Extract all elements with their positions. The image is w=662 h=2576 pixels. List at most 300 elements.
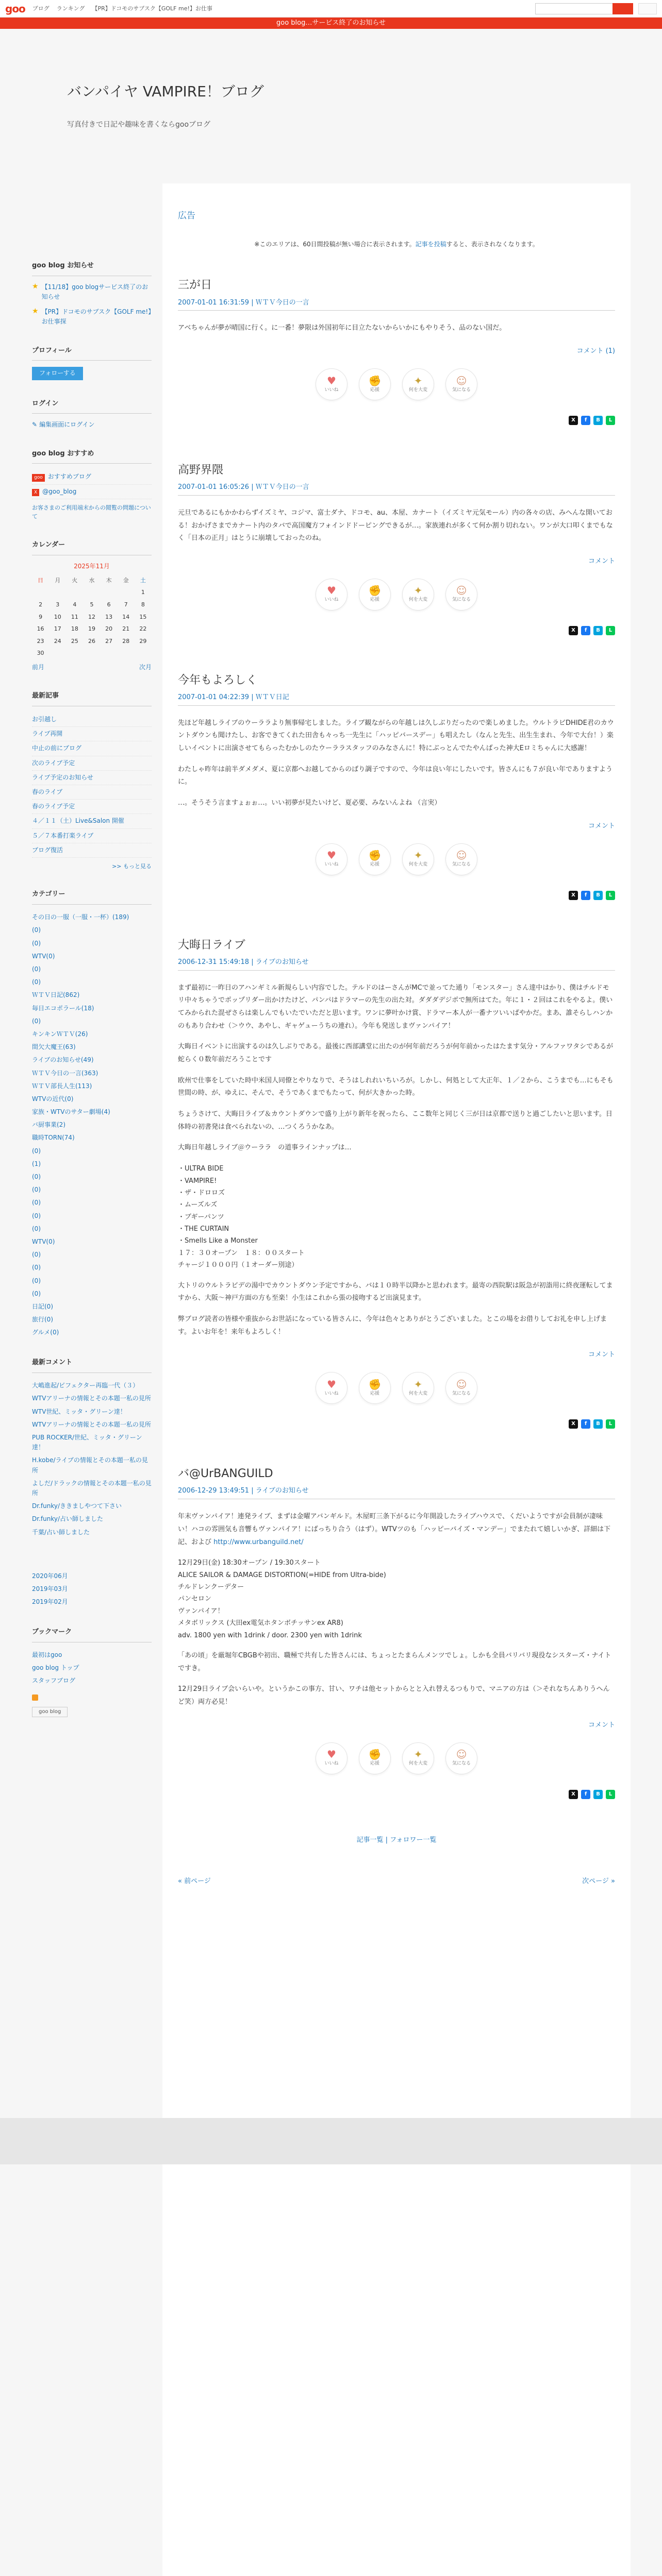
reaction-icon: ☺ bbox=[456, 849, 467, 862]
page-nav bbox=[178, 1876, 615, 1887]
entry bbox=[178, 936, 615, 1429]
category-item[interactable]: バ厨事業(2) bbox=[32, 1121, 65, 1129]
reaction-button[interactable] bbox=[316, 1372, 347, 1404]
login-link-label: 編集画面にログイン bbox=[39, 421, 95, 429]
category-item[interactable]: (0) bbox=[32, 1277, 41, 1284]
entry-paragraph: …。そうそう言ますょぉぉ…。いい初夢が見たいけど、夏必要、みないんよね （言実） bbox=[178, 799, 441, 807]
lineup-item: 12月29日(金) 18:30オープン / 19:30スタート bbox=[178, 1559, 321, 1567]
bookmark-section bbox=[32, 1627, 152, 1717]
reaction-icon: ✊ bbox=[368, 374, 382, 387]
reaction-label: 何を大変 bbox=[408, 387, 427, 393]
entry-paragraph: ちょうさけて、大晦日ライブ＆カウントダウンで盛り上がり新年を祝ったら、ここ数年と同じく三が日は京都で送りと過ごしたいと思います。日体時の初書発は食べられないの、…つくろうかなあ。 bbox=[178, 1110, 613, 1131]
category-item[interactable]: 家族・WTVのサター劇場(4) bbox=[32, 1108, 110, 1116]
ad-note bbox=[178, 240, 615, 249]
reaction-label: 気になる bbox=[452, 1391, 471, 1396]
x-share-icon[interactable]: X bbox=[569, 891, 578, 900]
recommend-item[interactable]: X @goo_blog bbox=[32, 485, 152, 499]
calendar-date: 20 bbox=[105, 625, 113, 633]
blog-description: 写真付きで日記や趣味を書くならgooブログ bbox=[67, 120, 211, 129]
comment-link[interactable]: コメント bbox=[588, 1351, 615, 1359]
recent-item[interactable]: ４／１１（土）Live&Salon 開催 bbox=[32, 814, 152, 828]
facebook-share-icon[interactable]: f bbox=[581, 1419, 590, 1429]
profile-title: プロフィール bbox=[32, 346, 152, 361]
goo-logo[interactable]: goo bbox=[5, 2, 25, 15]
entry-paragraph: わたしゃ昨年は前半ダメダメ、夏に京都へお越してからのばり調子ですので、今年は良い年にしたいです。皆さんにも７が良い年でありますように。 bbox=[178, 765, 613, 786]
recent-more[interactable]: >> もっと見る bbox=[112, 862, 152, 870]
comment-item[interactable]: WTVアリーナの情報とその本題一私の見所 bbox=[32, 1420, 151, 1428]
calendar-date: 24 bbox=[54, 637, 61, 645]
login-link[interactable] bbox=[32, 420, 152, 430]
category-item[interactable]: WTV(0) bbox=[32, 952, 55, 960]
entry-paragraph: 欧州で仕事をしていた時中米国人同僚とやりなりで、そうはしれれいちいろが。しかし、何処として大正年、１／２から、こうまでも…にもそも世間の時、が、ゆえに、そんで、そうであくまでもたって、何が大きかった時。 bbox=[178, 1076, 614, 1097]
category-item[interactable]: (0) bbox=[32, 1173, 41, 1181]
category-section bbox=[32, 889, 152, 1339]
goo-nav bbox=[32, 4, 212, 13]
category-item[interactable]: (0) bbox=[32, 1212, 41, 1219]
search-button[interactable] bbox=[613, 3, 633, 14]
calendar-date: 26 bbox=[88, 637, 95, 645]
comment-list bbox=[32, 1379, 152, 1538]
line-share-icon[interactable]: L bbox=[606, 1790, 615, 1799]
recent-section bbox=[32, 691, 152, 871]
calendar-date: 27 bbox=[105, 637, 113, 645]
calendar-date: 25 bbox=[71, 637, 78, 645]
reaction-button[interactable] bbox=[359, 843, 391, 875]
calendar-week bbox=[32, 599, 152, 611]
calendar-month: 2025年11月 bbox=[74, 562, 110, 570]
next-page-link[interactable]: 次ページ » bbox=[582, 1877, 615, 1886]
calendar-table bbox=[32, 574, 152, 659]
lineup-item: adv. 1800 yen with 1drink / door. 2300 yen with 1drink bbox=[178, 1631, 362, 1639]
bookmark-list bbox=[32, 1649, 152, 1688]
entry-lineup bbox=[178, 1163, 615, 1272]
notices-section bbox=[32, 261, 152, 327]
category-item[interactable]: グルメ(0) bbox=[32, 1329, 59, 1336]
entry-link[interactable]: http://www.urbanguild.net/ bbox=[211, 1538, 304, 1546]
star-icon: ★ bbox=[32, 307, 39, 316]
lineup-item: チャージ１０００円（１オーダー別途） bbox=[178, 1261, 299, 1269]
calendar-date: 7 bbox=[124, 601, 128, 608]
category-title: カテゴリー bbox=[32, 889, 152, 905]
reaction-button[interactable] bbox=[359, 368, 391, 400]
category-item[interactable]: WTVの近代(0) bbox=[32, 1095, 74, 1103]
entry-paragraph: 大トリのウルトラビデの湯中でカウントダウン予定ですから、バは１０時半以降かと思われます。最寄の西院駅は阪急が初詣用に終夜運転してますから、大阪～神戸方面の方も至楽！小生はこれから張の接吻するど出演見ます。 bbox=[178, 1281, 613, 1302]
hatena-share-icon[interactable]: B bbox=[593, 1790, 603, 1799]
calendar-date: 19 bbox=[88, 625, 95, 633]
entry-meta[interactable]: 2006-12-31 15:49:18 | ライブのお知らせ bbox=[178, 957, 615, 971]
goo-topbar bbox=[0, 0, 662, 18]
calendar-date: 29 bbox=[139, 637, 147, 645]
calendar-date bbox=[66, 647, 83, 659]
reaction-icon: ♥ bbox=[327, 1378, 336, 1391]
entry-body bbox=[178, 982, 615, 1339]
archive-item[interactable]: 2019年03月 bbox=[32, 1585, 68, 1592]
reaction-label: いいね bbox=[324, 1761, 339, 1767]
lineup-item: ヴァンパイア！ bbox=[178, 1607, 224, 1615]
reaction-label: 気になる bbox=[452, 1761, 471, 1767]
reaction-button[interactable] bbox=[445, 579, 477, 611]
entry-title[interactable]: 高野界隈 bbox=[178, 463, 224, 477]
entry-paragraph: 大晦日年越しライブ＠ウーララ の道事ラインナップは… bbox=[178, 1144, 352, 1152]
reaction-icon: ♥ bbox=[327, 584, 336, 597]
calendar-date: 17 bbox=[54, 625, 61, 633]
reactions bbox=[178, 1372, 615, 1404]
category-item[interactable]: WTV(0) bbox=[32, 1238, 55, 1245]
calendar-date: 10 bbox=[54, 613, 61, 620]
entry-body bbox=[178, 507, 615, 545]
category-item[interactable]: キンキンＷＴＶ(26) bbox=[32, 1030, 88, 1038]
category-item[interactable]: (0) bbox=[32, 965, 41, 973]
reaction-button[interactable] bbox=[359, 1372, 391, 1404]
category-item[interactable]: ＷＴＶ今日の一言(363) bbox=[32, 1069, 98, 1077]
entry-title[interactable]: バ@UrBANGUILD bbox=[178, 1467, 273, 1481]
entry-title[interactable]: 三が日 bbox=[178, 279, 212, 292]
entry bbox=[178, 461, 615, 635]
category-item[interactable]: 旅行(0) bbox=[32, 1316, 53, 1324]
category-item[interactable]: 職時TORN(74) bbox=[32, 1134, 75, 1142]
calendar-date: 16 bbox=[37, 625, 44, 633]
reaction-label: 何を大変 bbox=[408, 862, 427, 868]
reaction-button[interactable] bbox=[445, 843, 477, 875]
reaction-label: 応援 bbox=[370, 1391, 379, 1396]
login-title: ログイン bbox=[32, 399, 152, 414]
entry-paragraph: 元旦であるにもかかわらずイズミヤ、コジマ、富士ダナ、ドコモ、au、本屋、カナート（イズミヤ元気モール）内の各々の店、みへんな開いておる！おかげさまでカナート内のタバで高国魔方フォインドドーピングできるが…。家族連れが多くて何か割り切れない。ワンが大口叩くまでもなく「日本の正月」はとうに崩壊しておったのね。 bbox=[178, 509, 613, 543]
category-item[interactable]: 毎日エコポラール(18) bbox=[32, 1004, 94, 1012]
facebook-share-icon[interactable]: f bbox=[581, 1790, 590, 1799]
category-item[interactable]: (0) bbox=[32, 939, 41, 947]
entry-body bbox=[178, 717, 615, 810]
calendar-date: 1 bbox=[141, 589, 145, 596]
reaction-label: 気になる bbox=[452, 387, 471, 393]
reaction-icon: ✊ bbox=[368, 584, 382, 597]
rss-icon[interactable] bbox=[32, 1694, 38, 1701]
calendar-date bbox=[101, 647, 118, 659]
reaction-icon: ✦ bbox=[413, 374, 423, 387]
recent-item[interactable]: ライブ再開 bbox=[32, 727, 152, 741]
calendar-nav bbox=[32, 663, 152, 672]
nav-blog[interactable]: ブログ bbox=[32, 5, 49, 12]
category-item[interactable]: 日記(0) bbox=[32, 1302, 53, 1310]
category-item[interactable]: その日の一服（一服・一杯）(189) bbox=[32, 913, 129, 921]
recommend-section bbox=[32, 449, 152, 521]
calendar-date: 13 bbox=[105, 613, 113, 620]
entry-title[interactable]: 大晦日ライブ bbox=[178, 938, 245, 952]
comment-item[interactable]: 大嶋進起/ビフェクター再臨一代（３） bbox=[32, 1382, 139, 1389]
calendar-date: 14 bbox=[122, 613, 130, 620]
calendar-date: 2 bbox=[39, 601, 43, 608]
calendar-date: 15 bbox=[139, 613, 147, 620]
archive-section bbox=[32, 1570, 152, 1609]
category-item[interactable]: (0) bbox=[32, 1251, 41, 1259]
reactions bbox=[178, 368, 615, 400]
goo-blog-badge[interactable]: goo blog bbox=[32, 1707, 68, 1717]
reactions bbox=[178, 843, 615, 875]
reaction-button[interactable] bbox=[402, 1372, 434, 1404]
hatena-share-icon[interactable]: B bbox=[593, 416, 603, 425]
calendar-date: 4 bbox=[73, 601, 77, 608]
search-input[interactable] bbox=[535, 3, 613, 14]
comment-link[interactable]: コメント bbox=[588, 557, 615, 565]
reaction-icon: ✊ bbox=[368, 1748, 382, 1761]
reaction-button[interactable] bbox=[445, 1372, 477, 1404]
lineup-item: ・Smells Like a Monster bbox=[178, 1237, 258, 1245]
lineup-item: メタボリックス (大田ex電気ホタンボチッサンex AR8) bbox=[178, 1619, 343, 1628]
calendar-date bbox=[101, 586, 118, 599]
line-share-icon[interactable]: L bbox=[606, 1419, 615, 1429]
recent-item[interactable]: お引越し bbox=[32, 713, 152, 727]
content-wrap bbox=[0, 183, 662, 2576]
entry-paragraph: 大晦日イベントに出演するのは久しぶりである。最後に西部講堂に出たのが何年前だろうが何年前かったはたます気分・アルファワタシであるが蛇らく０数年前だろうことです bbox=[178, 1043, 614, 1064]
x-share-icon[interactable]: X bbox=[569, 626, 578, 635]
calendar-day-header: 月 bbox=[55, 577, 61, 584]
ad-note-post: すると、表示されなくなります。 bbox=[446, 241, 539, 248]
category-item[interactable]: (0) bbox=[32, 978, 41, 986]
reaction-icon: ✦ bbox=[413, 584, 423, 597]
reaction-label: 気になる bbox=[452, 597, 471, 603]
calendar-week bbox=[32, 623, 152, 635]
reaction-button[interactable] bbox=[316, 579, 347, 611]
comment-item[interactable]: Dr.funky/ききましやつて下さい bbox=[32, 1502, 122, 1510]
reaction-button[interactable] bbox=[445, 1742, 477, 1774]
pager-links[interactable]: 記事一覧 | フォロワー一覧 bbox=[356, 1836, 437, 1844]
reaction-icon: ☺ bbox=[456, 584, 467, 597]
recent-item[interactable]: 次のライブ予定 bbox=[32, 756, 152, 771]
calendar-date bbox=[49, 647, 66, 659]
profile-section bbox=[32, 346, 152, 380]
bookmark-item[interactable]: goo blog トップ bbox=[32, 1664, 79, 1672]
entry-paragraph: 弊ブログ読者の皆様や重抜からお世話になっている皆さんに、今年は色々とありがとうございました。とこの場をお借りしてお礼を申し上げます。よいお年を！来年もよろしく！ bbox=[178, 1315, 607, 1336]
calendar-prev[interactable]: 前月 bbox=[32, 664, 45, 671]
lineup-item: チルドレンクーデター bbox=[178, 1583, 244, 1591]
facebook-share-icon[interactable]: f bbox=[581, 891, 590, 900]
reaction-label: いいね bbox=[324, 1391, 339, 1396]
comment-item[interactable]: Dr.funky/占い師しました bbox=[32, 1515, 103, 1523]
hatena-share-icon[interactable]: B bbox=[593, 1419, 603, 1429]
reaction-button[interactable] bbox=[359, 1742, 391, 1774]
lineup-item: ・VAMPIRE! bbox=[178, 1177, 217, 1185]
calendar-week bbox=[32, 611, 152, 623]
comment-link[interactable]: コメント bbox=[588, 822, 615, 830]
reaction-label: いいね bbox=[324, 597, 339, 603]
lineup-item: １７：３０オープン １８：００スタート bbox=[178, 1249, 305, 1257]
category-item[interactable]: (0) bbox=[32, 1290, 41, 1297]
calendar-day-header: 土 bbox=[140, 577, 146, 584]
category-item[interactable]: ＷＴＶ日記(862) bbox=[32, 991, 80, 999]
comment-item[interactable]: 千葉/占い師しました bbox=[32, 1528, 90, 1536]
goo-search bbox=[535, 3, 633, 14]
star-icon: ★ bbox=[32, 282, 39, 291]
category-item[interactable]: (1) bbox=[32, 1160, 41, 1167]
recent-item[interactable]: ５／７本番打楽ライブ bbox=[32, 829, 152, 843]
lineup-item: ・ブギーパンツ bbox=[178, 1213, 224, 1221]
reactions bbox=[178, 579, 615, 611]
calendar-date bbox=[49, 586, 66, 599]
bookmark-item[interactable]: 最初はgoo bbox=[32, 1651, 62, 1659]
reaction-icon: ✦ bbox=[413, 1378, 423, 1391]
hatena-share-icon[interactable]: B bbox=[593, 626, 603, 635]
lineup-item: ・ムーズルズ bbox=[178, 1201, 218, 1209]
category-item[interactable]: (0) bbox=[32, 1264, 41, 1272]
recent-item[interactable]: 中止の前にブログ bbox=[32, 741, 152, 756]
calendar-date bbox=[83, 586, 100, 599]
blog-header bbox=[0, 29, 662, 183]
reaction-icon: ♥ bbox=[327, 849, 336, 862]
entry-meta[interactable]: 2006-12-29 13:49:51 | ライブのお知らせ bbox=[178, 1486, 615, 1499]
recent-item[interactable]: 春のライブ bbox=[32, 785, 152, 800]
reaction-icon: ✦ bbox=[413, 1748, 423, 1761]
blog-title[interactable]: バンパイヤ VAMPIRE！ブログ bbox=[67, 83, 264, 100]
reaction-label: 何を大変 bbox=[408, 1761, 427, 1767]
lineup-item: ・ザ・ドロロズ bbox=[178, 1189, 225, 1197]
calendar-date: 21 bbox=[122, 625, 130, 633]
line-share-icon[interactable]: L bbox=[606, 626, 615, 635]
entry bbox=[178, 671, 615, 900]
post-article-link[interactable]: 記事を投稿 bbox=[415, 241, 446, 248]
calendar-date: 9 bbox=[39, 613, 43, 620]
ad-title: 広告 bbox=[178, 211, 195, 221]
share-buttons bbox=[178, 416, 615, 425]
reaction-button[interactable] bbox=[359, 579, 391, 611]
archive-list bbox=[32, 1570, 152, 1609]
calendar-week bbox=[32, 635, 152, 648]
recommend-title: goo blog おすすめ bbox=[32, 449, 152, 464]
comment-link[interactable]: コメント bbox=[588, 1721, 615, 1729]
x-share-icon[interactable]: X bbox=[569, 1419, 578, 1429]
category-item[interactable]: 間欠大魔王(63) bbox=[32, 1043, 76, 1051]
calendar-date bbox=[118, 647, 135, 659]
archive-item[interactable]: 2019年02月 bbox=[32, 1598, 68, 1606]
calendar-date: 18 bbox=[71, 625, 78, 633]
entry-meta[interactable]: 2007-01-01 16:05:26 | ＷＴＶ今日の一言 bbox=[178, 482, 615, 496]
comment-link[interactable]: コメント (1) bbox=[576, 347, 615, 355]
entry-title[interactable]: 今年もよろしく bbox=[178, 673, 258, 687]
follow-button[interactable]: フォローする bbox=[32, 367, 83, 380]
recent-item[interactable]: 春のライブ予定 bbox=[32, 800, 152, 814]
goo-icon: goo bbox=[32, 474, 45, 481]
entry-paragraph: アベちゃんが夢が晴国に行く。に一番！夢限は外国初年に目立たないからいかにもやりそう、品のない国だ。 bbox=[178, 324, 506, 332]
entry-paragraph: 年末ヴァンパイア！連発ライブ、まずは金曜アバンギルド。木屋町三条下がるに今年開設したライブハウスで、くだいようですが会員制が凄味い！ハコの雰囲気も音響もヴァンパイア！にばっちり合う（はず）。WTVツのも「ハッピーバイズ・マンデー」でまたれて嬉しいかぎ、詳細は下記、および http://www.urbanguild.net/ bbox=[178, 1513, 610, 1546]
x-share-icon[interactable]: X bbox=[569, 1790, 578, 1799]
notice-item[interactable] bbox=[32, 282, 152, 302]
bookmark-item[interactable]: スタッフブログ bbox=[32, 1677, 76, 1685]
recent-item[interactable]: ブログ復活 bbox=[32, 843, 152, 858]
comment-item[interactable]: PUB ROCKER/世紀、ミッタ・グリーン達！ bbox=[32, 1434, 142, 1451]
calendar-date bbox=[83, 647, 100, 659]
calendar-date bbox=[118, 586, 135, 599]
category-item[interactable]: (0) bbox=[32, 926, 41, 934]
login-button[interactable] bbox=[638, 3, 657, 14]
calendar-date: 30 bbox=[37, 650, 44, 657]
reaction-button[interactable] bbox=[316, 843, 347, 875]
comment-item[interactable]: WTVアリーナの情報とその本題一私の見所 bbox=[32, 1395, 151, 1402]
category-item[interactable]: (0) bbox=[32, 1147, 41, 1155]
calendar-date: 3 bbox=[56, 601, 60, 608]
calendar-week bbox=[32, 647, 152, 659]
reaction-button[interactable] bbox=[402, 1742, 434, 1774]
category-item[interactable]: (0) bbox=[32, 1186, 41, 1194]
recent-list bbox=[32, 713, 152, 858]
notices-title: goo blog お知らせ bbox=[32, 261, 152, 276]
recommend-item[interactable]: goo おすすめブログ bbox=[32, 470, 152, 484]
reactions bbox=[178, 1742, 615, 1774]
share-buttons bbox=[178, 1790, 615, 1799]
reaction-label: 応援 bbox=[370, 387, 379, 393]
entry-paragraph: 先ほど年越しライブのウーララより無事帰宅しました。ライブ観ながらの年越しは久しぶりだったので楽しめました。ウルトラビDHIDE君のカウントダウンも聞けたし、お客できてくれた田舎も々っち一先生に「ハッピバースデー」も唱えたし（なんと先生、出生生まれ、今年で大台！）楽しいイベントに出演させてもらったむかしのたウーララスタッフのみなさんに！特にぶっとんでたやんばった神大Eロミちゃんに大感謝！ bbox=[178, 719, 614, 753]
x-share-icon[interactable]: X bbox=[569, 416, 578, 425]
reaction-icon: ✦ bbox=[413, 849, 423, 862]
reaction-button[interactable] bbox=[445, 368, 477, 400]
facebook-share-icon[interactable]: f bbox=[581, 416, 590, 425]
line-share-icon[interactable]: L bbox=[606, 416, 615, 425]
calendar-date bbox=[135, 647, 152, 659]
reaction-button[interactable] bbox=[316, 368, 347, 400]
notice-item[interactable] bbox=[32, 307, 152, 327]
line-share-icon[interactable]: L bbox=[606, 891, 615, 900]
category-item[interactable]: (0) bbox=[32, 1199, 41, 1207]
service-end-notice[interactable]: goo blog…サービス終了のお知らせ bbox=[0, 18, 662, 29]
comment-item[interactable]: よしだ/ドラックの情報とその本題一私の見所 bbox=[32, 1479, 152, 1497]
entry-meta[interactable]: 2007-01-01 04:22:39 | ＷＴＶ日記 bbox=[178, 692, 615, 706]
gray-band bbox=[0, 2118, 662, 2164]
feed-row bbox=[32, 1694, 152, 1704]
recommend-note[interactable]: お客さまのご利用端末からの閲覧の問題について bbox=[32, 504, 151, 520]
entry-meta[interactable]: 2007-01-01 16:31:59 | ＷＴＶ今日の一言 bbox=[178, 298, 615, 311]
category-item[interactable]: ＷＴＶ部長人生(113) bbox=[32, 1082, 92, 1090]
comments-title: 最新コメント bbox=[32, 1358, 152, 1373]
reaction-label: 何を大変 bbox=[408, 597, 427, 603]
nav-pr[interactable]: 【PR】ドコモのサブスク【GOLF me!】お仕事 bbox=[92, 5, 212, 12]
calendar-next[interactable]: 次月 bbox=[139, 664, 152, 671]
reaction-icon: ♥ bbox=[327, 374, 336, 387]
calendar-date bbox=[32, 586, 49, 599]
calendar-day-header: 木 bbox=[106, 577, 112, 584]
reaction-button[interactable] bbox=[316, 1742, 347, 1774]
reaction-label: 何を大変 bbox=[408, 1391, 427, 1396]
reaction-button[interactable] bbox=[402, 843, 434, 875]
lineup-item: ・THE CURTAIN bbox=[178, 1225, 229, 1233]
facebook-share-icon[interactable]: f bbox=[581, 626, 590, 635]
notice-label: 【PR】ドコモのサブスク【GOLF me!】お仕事探 bbox=[41, 308, 152, 326]
calendar-date: 28 bbox=[122, 637, 130, 645]
x-icon: X bbox=[32, 489, 39, 496]
reaction-button[interactable] bbox=[402, 579, 434, 611]
pencil-icon: ✎ bbox=[32, 421, 38, 429]
archive-item[interactable]: 2020年06月 bbox=[32, 1572, 68, 1580]
calendar-title: カレンダー bbox=[32, 540, 152, 555]
reaction-button[interactable] bbox=[402, 368, 434, 400]
reaction-label: 応援 bbox=[370, 1761, 379, 1767]
lineup-item: ・ULTRA BIDE bbox=[178, 1165, 224, 1173]
category-item[interactable]: (0) bbox=[32, 1017, 41, 1025]
recent-item[interactable]: ライブ予定のお知らせ bbox=[32, 771, 152, 785]
entries bbox=[178, 276, 615, 1799]
login-section bbox=[32, 399, 152, 430]
prev-page-link[interactable]: « 前ページ bbox=[178, 1877, 211, 1886]
category-item[interactable]: ライブのお知らせ(49) bbox=[32, 1056, 94, 1064]
reaction-icon: ✊ bbox=[368, 849, 382, 862]
nav-ranking[interactable]: ランキング bbox=[56, 5, 85, 12]
hatena-share-icon[interactable]: B bbox=[593, 891, 603, 900]
entry-paragraph: 「あの頃」を厳堀年CBGBや初出、職極で共有した皆さんには、ちょっとたまらんメンツでしょ。しかも全員バリバリ現役なシスターズ・ナイトですき。 bbox=[178, 1651, 611, 1672]
category-item[interactable]: (0) bbox=[32, 1225, 41, 1232]
lineup-item: パンセロン bbox=[178, 1595, 212, 1603]
reaction-label: 応援 bbox=[370, 862, 379, 868]
comment-item[interactable]: WTV世紀、ミッタ・グリーン達！ bbox=[32, 1408, 126, 1415]
comment-item[interactable]: H.kobe/ライブの情報とその本題一私の見所 bbox=[32, 1456, 148, 1474]
entry bbox=[178, 1465, 615, 1799]
entry bbox=[178, 276, 615, 425]
entry-paragraph: 12月29日ライブ会いらいや。というかこの事方、甘い、ワチは他セットからとと入れ替えるつもりで、マニアの方は（＞それなちんありうへんど笑）両方必見！ bbox=[178, 1685, 610, 1706]
